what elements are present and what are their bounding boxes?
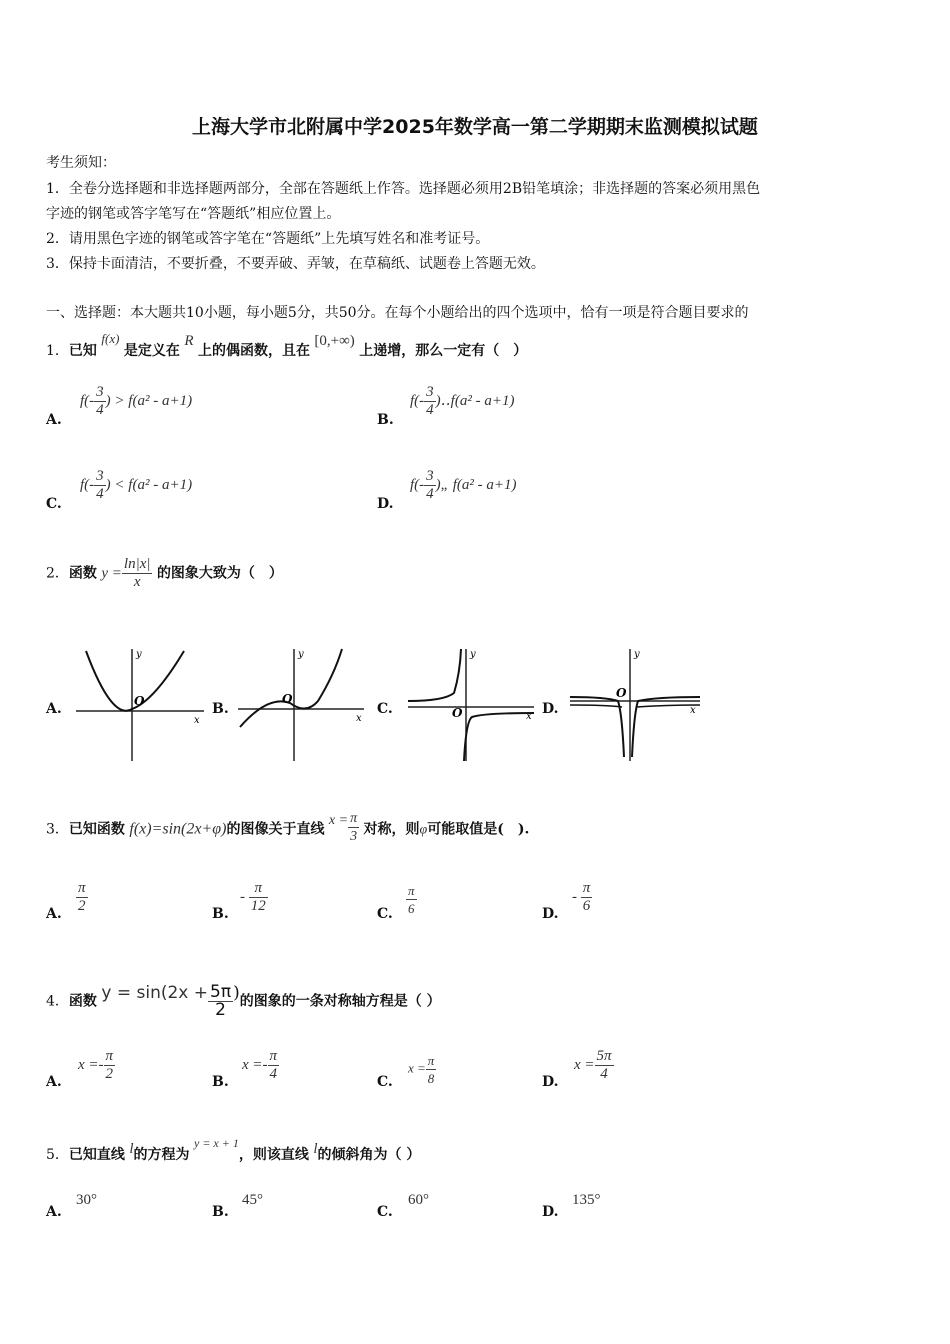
q3-text-4: 可能取值是( ).	[427, 821, 530, 838]
q5-number: 5．	[46, 1147, 69, 1163]
q3-option-d-label: D.	[542, 906, 559, 922]
q3-option-a-label: A.	[46, 906, 62, 922]
q2-text-2: 的图象大致为（ ）	[156, 565, 283, 582]
q1-option-a-label: A.	[46, 412, 62, 428]
q1-c-left: f(-	[80, 476, 95, 493]
q3-option-d[interactable]	[572, 880, 592, 915]
q4-b-num: π	[269, 1048, 278, 1064]
q3-b-num: π	[249, 880, 268, 898]
q2-b-origin: O	[282, 692, 293, 706]
q4-frac-den: 2	[215, 1000, 226, 1020]
q3-d-den: 6	[582, 898, 591, 914]
q5-option-a-label: A.	[46, 1204, 62, 1220]
q5-option-d-label: D.	[542, 1204, 559, 1220]
q5-text-1: 已知直线	[68, 1147, 125, 1163]
q1-text-2: 是定义在	[123, 343, 180, 359]
q4-option-d-label: D.	[542, 1074, 559, 1090]
q1-c-right: ) < f(a² - a+1)	[105, 476, 193, 493]
q2-c-origin: O	[452, 706, 463, 720]
q2-num-expr: ln|x|	[123, 556, 151, 572]
q2-option-b-label: B.	[212, 701, 229, 717]
q5-l: l	[129, 1141, 134, 1157]
q5-option-b-label: B.	[212, 1204, 229, 1220]
q2-b-x-label: x	[356, 713, 362, 724]
q5-text-3: ，则该直线	[238, 1147, 309, 1163]
section-heading: 一、选择题：本大题共10小题，每小题5分，共50分。在每个小题给出的四个选项中，恰有一项是符合题目要求的	[46, 305, 749, 321]
q2-graph-b[interactable]	[234, 643, 370, 765]
q3-pi: π	[350, 811, 358, 826]
q3-a-den: 2	[78, 898, 86, 914]
question-1	[46, 331, 528, 360]
q2-d-origin: O	[616, 686, 627, 700]
q1-interval: [0,+∞)	[314, 333, 355, 349]
q5-option-c-label: C.	[377, 1204, 393, 1220]
question-3	[46, 812, 529, 847]
q3-d-num: π	[582, 880, 591, 896]
q1-d-left: f(-	[410, 476, 425, 493]
q1-b-den: 4	[426, 402, 434, 418]
q4-text-2: 的图象的一条对称轴方程是（ ）	[239, 993, 441, 1010]
q1-a-left: f(-	[80, 392, 95, 409]
q2-a-x-label: x	[194, 715, 200, 726]
q2-option-d-label: D.	[542, 701, 559, 717]
q4-number: 4．	[46, 993, 69, 1010]
q1-c-num: 3	[96, 468, 104, 484]
q4-d-den: 4	[600, 1066, 608, 1082]
notice-item-2: 2．请用黑色字迹的钢笔或答字笔在“答题纸”上先填写姓名和准考证号。	[46, 231, 490, 247]
notice-heading: 考生须知：	[46, 155, 116, 171]
q5-option-a[interactable]: 30°	[76, 1192, 97, 1208]
question-5	[46, 1136, 421, 1164]
notice-item-1-cont: 字迹的钢笔或答字笔写在“答题纸”相应位置上。	[46, 206, 341, 222]
q4-text-1: 函数	[68, 993, 97, 1010]
q3-option-b[interactable]	[240, 880, 268, 915]
q4-option-a[interactable]	[78, 1048, 115, 1083]
q1-option-d-label: D.	[377, 496, 394, 512]
q3-c-den: 6	[408, 901, 415, 916]
q1-option-b-label: B.	[377, 412, 394, 428]
q3-option-c-label: C.	[377, 906, 393, 922]
q4-c-pre: x =	[408, 1060, 426, 1076]
q2-ylhs: y =	[101, 565, 122, 582]
q3-text-1: 已知函数	[68, 821, 125, 838]
q1-b-right: )‥f(a² - a+1)	[435, 392, 515, 409]
q3-b-sign: -	[240, 888, 245, 905]
q4-a-num: π	[105, 1048, 114, 1064]
q4-a-den: 2	[105, 1066, 114, 1082]
q4-option-a-label: A.	[46, 1074, 62, 1090]
q1-fx: f(x)	[101, 331, 120, 346]
q4-c-num: π	[427, 1053, 435, 1068]
q2-den-expr: x	[133, 574, 141, 590]
q2-option-a-label: A.	[46, 701, 62, 717]
q1-b-left: f(-	[410, 392, 425, 409]
q3-option-b-label: B.	[212, 906, 229, 922]
q4-option-c-label: C.	[377, 1074, 393, 1090]
q4-option-b[interactable]	[242, 1048, 279, 1083]
q1-text-4: 上递增，那么一定有（ ）	[359, 343, 528, 359]
q2-graph-a[interactable]	[72, 643, 208, 765]
q2-text-1: 函数	[68, 565, 97, 582]
q4-close: )	[233, 982, 240, 1003]
q1-text-3: 上的偶函数，且在	[197, 343, 310, 359]
q4-a-pre: x =-	[78, 1056, 104, 1073]
q4-c-den: 8	[427, 1071, 435, 1086]
page-title: 上海大学市北附属中学2025年数学高一第二学期期末监测模拟试题	[192, 116, 758, 138]
q1-a-num: 3	[96, 384, 104, 400]
q4-d-num: 5π	[596, 1048, 612, 1064]
q1-c-den: 4	[96, 486, 104, 502]
q4-frac-num: 5π	[210, 982, 232, 1002]
q4-option-d[interactable]	[574, 1048, 614, 1083]
q4-b-pre: x =-	[242, 1056, 268, 1073]
q3-a-num: π	[78, 880, 86, 896]
q1-d-den: 4	[426, 486, 434, 502]
q2-number: 2．	[46, 565, 69, 582]
q4-expr: y = sin(2x +	[101, 982, 208, 1003]
q3-c-num: π	[408, 883, 415, 898]
q1-d-num: 3	[426, 468, 434, 484]
q3-text-3: 对称，则	[363, 821, 420, 838]
q1-number: 1．	[46, 343, 69, 359]
q5-option-d[interactable]: 135°	[572, 1192, 601, 1208]
question-2	[46, 556, 283, 591]
q5-eq: y = x + 1	[194, 1136, 239, 1150]
q2-d-y-label: y	[634, 649, 640, 660]
q2-d-x-label: x	[690, 705, 696, 716]
q3-option-a[interactable]	[76, 880, 88, 915]
q5-text-4: 的倾斜角为（ ）	[317, 1147, 421, 1163]
q4-d-pre: x =	[574, 1056, 595, 1073]
q4-b-den: 4	[269, 1066, 278, 1082]
q4-option-b-label: B.	[212, 1074, 229, 1090]
q5-text-2: 的方程为	[133, 1147, 190, 1163]
q1-text-1: 已知	[68, 343, 97, 359]
q3-xeq: x =	[328, 812, 349, 828]
q2-a-origin: O	[134, 694, 145, 708]
q3-expr: f(x)=sin(2x+φ)	[129, 820, 227, 838]
q3-option-c[interactable]	[406, 882, 417, 917]
q1-a-den: 4	[96, 402, 104, 418]
q3-d-sign: -	[572, 888, 577, 905]
q4-option-c[interactable]	[408, 1052, 436, 1087]
q3-phi: φ	[419, 822, 428, 838]
q2-a-y-label: y	[136, 649, 142, 660]
q5-l-2: l	[313, 1141, 318, 1157]
q1-b-num: 3	[426, 384, 434, 400]
q3-b-den: 12	[250, 898, 266, 914]
q2-c-x-label: x	[526, 711, 532, 722]
q1-R: R	[184, 333, 194, 349]
q5-option-c[interactable]: 60°	[408, 1192, 429, 1208]
q1-a-right: ) > f(a² - a+1)	[105, 392, 193, 409]
q1-option-d[interactable]	[410, 468, 517, 503]
q1-option-c-label: C.	[46, 496, 62, 512]
q1-option-c[interactable]	[80, 468, 192, 503]
q3-text-2: 的图像关于直线	[226, 821, 325, 838]
q1-option-b[interactable]	[410, 384, 514, 419]
question-4	[46, 984, 441, 1019]
q5-option-b[interactable]: 45°	[242, 1192, 263, 1208]
q1-option-a[interactable]	[80, 384, 192, 419]
q2-option-c-label: C.	[377, 701, 393, 717]
notice-item-1: 1．全卷分选择题和非选择题两部分，全部在答题纸上作答。选择题必须用2B铅笔填涂；非选择题的答案必须用黑色	[46, 181, 761, 197]
notice-item-3: 3．保持卡面清洁，不要折叠，不要弄破、弄皱，在草稿纸、试题卷上答题无效。	[46, 256, 545, 272]
q3-three: 3	[350, 829, 358, 844]
q2-graph-d[interactable]	[566, 643, 706, 765]
q2-c-y-label: y	[470, 649, 476, 660]
q3-number: 3．	[46, 821, 69, 838]
q1-d-right: )„ f(a² - a+1)	[435, 476, 517, 493]
q2-b-y-label: y	[298, 649, 304, 660]
q2-graph-c[interactable]	[404, 643, 540, 765]
